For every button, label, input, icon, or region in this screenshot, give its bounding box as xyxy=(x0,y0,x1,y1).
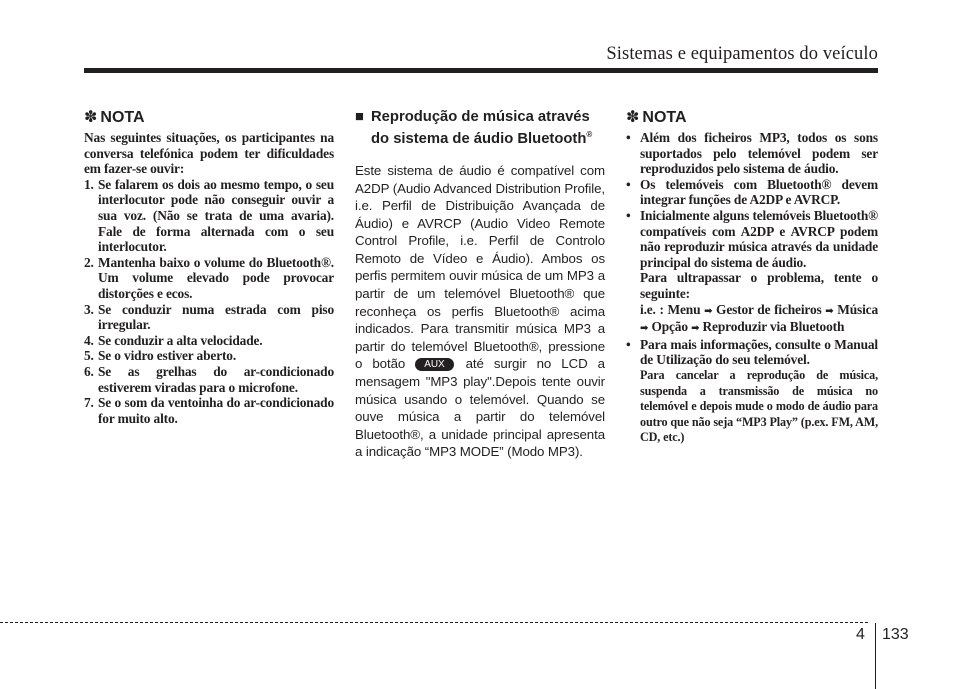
menu-path: i.e. : Menu ➡ Gestor de ficheiros ➡ Música ➡ Opção ➡ Reproduzir via Bluetooth xyxy=(640,301,879,335)
arrow-right-icon: ➡ xyxy=(825,305,834,317)
list-item: • Além dos ficheiros MP3, todos os sons suportados pelo telemóvel podem ser reproduzidos pelo sistema de áudio. xyxy=(626,130,878,177)
aux-button-icon: AUX xyxy=(415,358,453,371)
nota-bullets xyxy=(626,130,878,446)
list-item: 7. Se o som da ventoinha do ar-condicionado for muito alto. xyxy=(84,395,334,426)
column-left xyxy=(84,108,334,426)
chapter-number: 4 xyxy=(856,626,865,643)
section-heading: ■ Reprodução de música através do sistema de áudio Bluetooth® xyxy=(355,109,593,147)
b4-extra: Para cancelar a reprodução de música, suspenda a transmissão de música no telemóvel e depois mude o modo de áudio para outro que não seja “MP3 Play” (p.ex. FM, AM, CD, etc.) xyxy=(640,367,878,445)
nota-intro: Nas seguintes situações, os participantes na conversa telefónica podem ter dificuldades em fazer-se ouvir: xyxy=(84,130,334,177)
list-item: 2. Mantenha baixo o volume do Bluetooth®. Um volume elevado pode provocar distorções e ecos. xyxy=(84,254,334,301)
nota-heading xyxy=(626,108,878,128)
star-icon: ✽ xyxy=(626,109,640,126)
square-bullet-icon: ■ xyxy=(355,109,364,125)
list-item: • Para mais informações, consulte o Manual de Utilização do seu telemóvel. Para cancelar a reprodução de música, suspenda a transmissão de música no telemóvel e depois mude o modo de áudio para outro que não seja “MP3 Play” (p.ex. FM, AM, CD, etc.) xyxy=(626,336,878,445)
list-item: 1. Se falarem os dois ao mesmo tempo, o seu interlocutor pode não conseguir ouvir a sua voz. (Não se trata de uma avaria). Fale de forma alternada com o seu interlocutor. xyxy=(84,176,334,255)
arrow-right-icon: ➡ xyxy=(704,305,713,317)
situations-list xyxy=(84,177,334,427)
column-right xyxy=(626,108,878,446)
arrow-right-icon: ➡ xyxy=(691,323,700,335)
star-icon: ✽ xyxy=(84,109,98,126)
header-title: Sistemas e equipamentos do veículo xyxy=(606,44,878,64)
column-middle xyxy=(355,108,605,461)
list-item: 6. Se as grelhas do ar-condicionado estiverem viradas para o microfone. xyxy=(84,363,334,395)
list-item: • Os telemóveis com Bluetooth® devem integrar funções de A2DP e AVRCP. xyxy=(626,176,878,208)
page-number: 133 xyxy=(882,626,909,643)
nota-heading xyxy=(84,108,334,128)
header-rule xyxy=(84,68,878,73)
b3-extra: Para ultrapassar o problema, tente o seguinte: xyxy=(640,270,878,301)
footer-rule xyxy=(0,622,868,623)
nota-label: NOTA xyxy=(642,109,687,126)
section-body: Este sistema de áudio é compatível com A2DP (Audio Advanced Distribution Profile, i.e. Perfil de Distribuição Avançada de Áudio) e AVRCP (Audio Video Remote Control Profile, i.e. Perfil de Controlo Remoto de Vídeo e Áudio). Ambos os perfis permitem ouvir música de um MP3 a partir de um telemóvel Bluetooth® que reconheça os perfis Bluetooth® acima indicados. Para transmitir música MP3 a partir do telemóvel Bluetooth®, pressione o botão AUX até surgir no LCD a mensagem "MP3 play".Depois tente ouvir música usando o telemóvel. Quando se ouve música a partir do telemóvel Bluetooth®, a unidade principal apresenta a indicação “MP3 MODE” (Modo MP3). xyxy=(355,162,605,460)
list-item: 5. Se o vidro estiver aberto. xyxy=(84,348,237,364)
list-item: • Inicialmente alguns telemóveis Bluetooth® compatíveis com A2DP e AVRCP podem não reproduzir música através da unidade principal do sistema de áudio. Para ultrapassar o problema, tente o seguinte: i.e. : Menu ➡ Gestor de ficheiros ➡ Música ➡ Opção ➡ Reproduzir via Bluetooth xyxy=(626,208,878,337)
list-item: 4. Se conduzir a alta velocidade. xyxy=(84,332,263,348)
list-item: 3. Se conduzir numa estrada com piso irregular. xyxy=(84,301,334,333)
arrow-right-icon: ➡ xyxy=(640,323,649,335)
footer-divider xyxy=(875,623,876,689)
nota-label: NOTA xyxy=(100,109,145,126)
